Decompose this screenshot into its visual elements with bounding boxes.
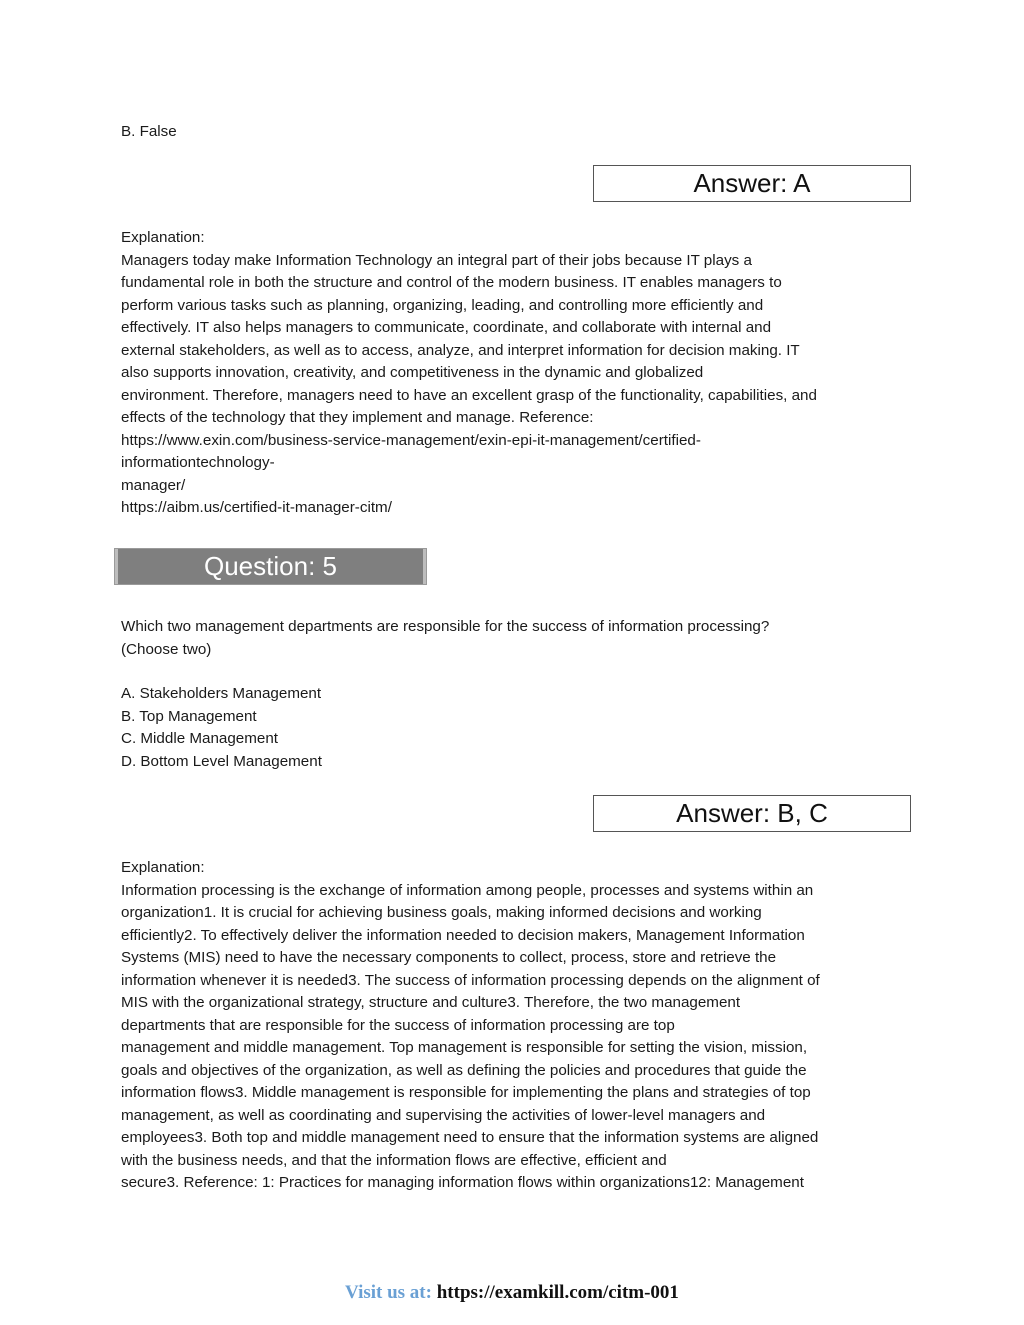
explanation-line: Managers today make Information Technology an integral part of their jobs because IT plays a <box>121 251 752 269</box>
explanation-line: effectively. IT also helps managers to communicate, coordinate, and collaborate with internal and <box>121 319 772 336</box>
question-line: Which two management departments are responsible for the success of information processing? <box>121 618 770 635</box>
explanation-line: Information processing is the exchange of information among people, processes and systems within an <box>121 881 814 899</box>
question-title: Question: 5 <box>204 551 337 581</box>
explanation-line: effects of the technology that they implement and manage. Reference: <box>121 409 594 426</box>
question-header <box>114 548 427 585</box>
explanation-line: organization1. It is crucial for achieving business goals, making informed decisions and working <box>121 904 762 921</box>
reference-link: https://www.exin.com/business-service-management/exin-epi-it-management/certified- <box>121 431 701 449</box>
explanation-line: MIS with the organizational strategy, structure and culture3. Therefore, the two management <box>121 994 741 1011</box>
explanation-line: perform various tasks such as planning, organizing, leading, and controlling more efficiently and <box>121 296 764 314</box>
explanation-label: Explanation: <box>121 229 205 246</box>
explanation-line: efficiently2. To effectively deliver the information needed to decision makers, Management Information <box>121 926 805 944</box>
options-list <box>121 683 921 773</box>
explanation-line: fundamental role in both the structure and control of the modern business. IT enables managers to <box>121 274 782 291</box>
question-line: (Choose two) <box>121 640 212 658</box>
question-text <box>121 616 921 661</box>
option-a: A. Stakeholders Management <box>121 685 322 702</box>
reference-link: informationtechnology- <box>121 454 275 471</box>
answer-label: Answer: A <box>693 168 811 198</box>
answer-box <box>593 795 911 832</box>
explanation-line: information flows3. Middle management is responsible for implementing the plans and strategies of top <box>121 1084 811 1101</box>
reference-link: https://aibm.us/certified-it-manager-citm/ <box>121 499 392 516</box>
explanation-line: employees3. Both top and middle management need to ensure that the information systems are aligned <box>121 1129 819 1146</box>
explanation-line: information whenever it is needed3. The success of information processing depends on the alignment of <box>121 971 820 989</box>
answer-box <box>593 165 911 202</box>
explanation-line: Systems (MIS) need to have the necessary components to collect, process, store and retrieve the <box>121 949 777 966</box>
explanation-label: Explanation: <box>121 859 205 876</box>
option-d: D. Bottom Level Management <box>121 752 322 770</box>
explanation-line: management, as well as coordinating and supervising the activities of lower-level managers and <box>121 1106 766 1124</box>
option-c: C. Middle Management <box>121 730 279 747</box>
reference-link: manager/ <box>121 476 186 494</box>
explanation-line: environment. Therefore, managers need to have an excellent grasp of the functionality, capabilities, and <box>121 386 817 404</box>
answer-label: Answer: B, C <box>676 798 828 828</box>
explanation-1 <box>121 227 921 520</box>
footer-link[interactable]: https://examkill.com/citm-001 <box>436 1282 679 1303</box>
explanation-line: secure3. Reference: 1: Practices for managing information flows within organizations12: Management <box>121 1174 804 1191</box>
explanation-2 <box>121 857 921 1195</box>
previous-option-b: B. False <box>121 123 177 140</box>
explanation-line: also supports innovation, creativity, and competitiveness in the dynamic and globalized <box>121 364 704 381</box>
explanation-line: with the business needs, and that the information flows are effective, efficient and <box>121 1151 667 1169</box>
footer <box>0 1282 1024 1304</box>
explanation-line: management and middle management. Top management is responsible for setting the vision, mission, <box>121 1039 808 1056</box>
explanation-line: external stakeholders, as well as to access, analyze, and interpret information for decision making. IT <box>121 341 800 359</box>
explanation-line: goals and objectives of the organization, as well as defining the policies and procedures that guide the <box>121 1061 807 1079</box>
footer-label: Visit us at: <box>345 1282 432 1303</box>
explanation-line: departments that are responsible for the success of information processing are top <box>121 1016 675 1034</box>
option-b: B. Top Management <box>121 707 257 725</box>
